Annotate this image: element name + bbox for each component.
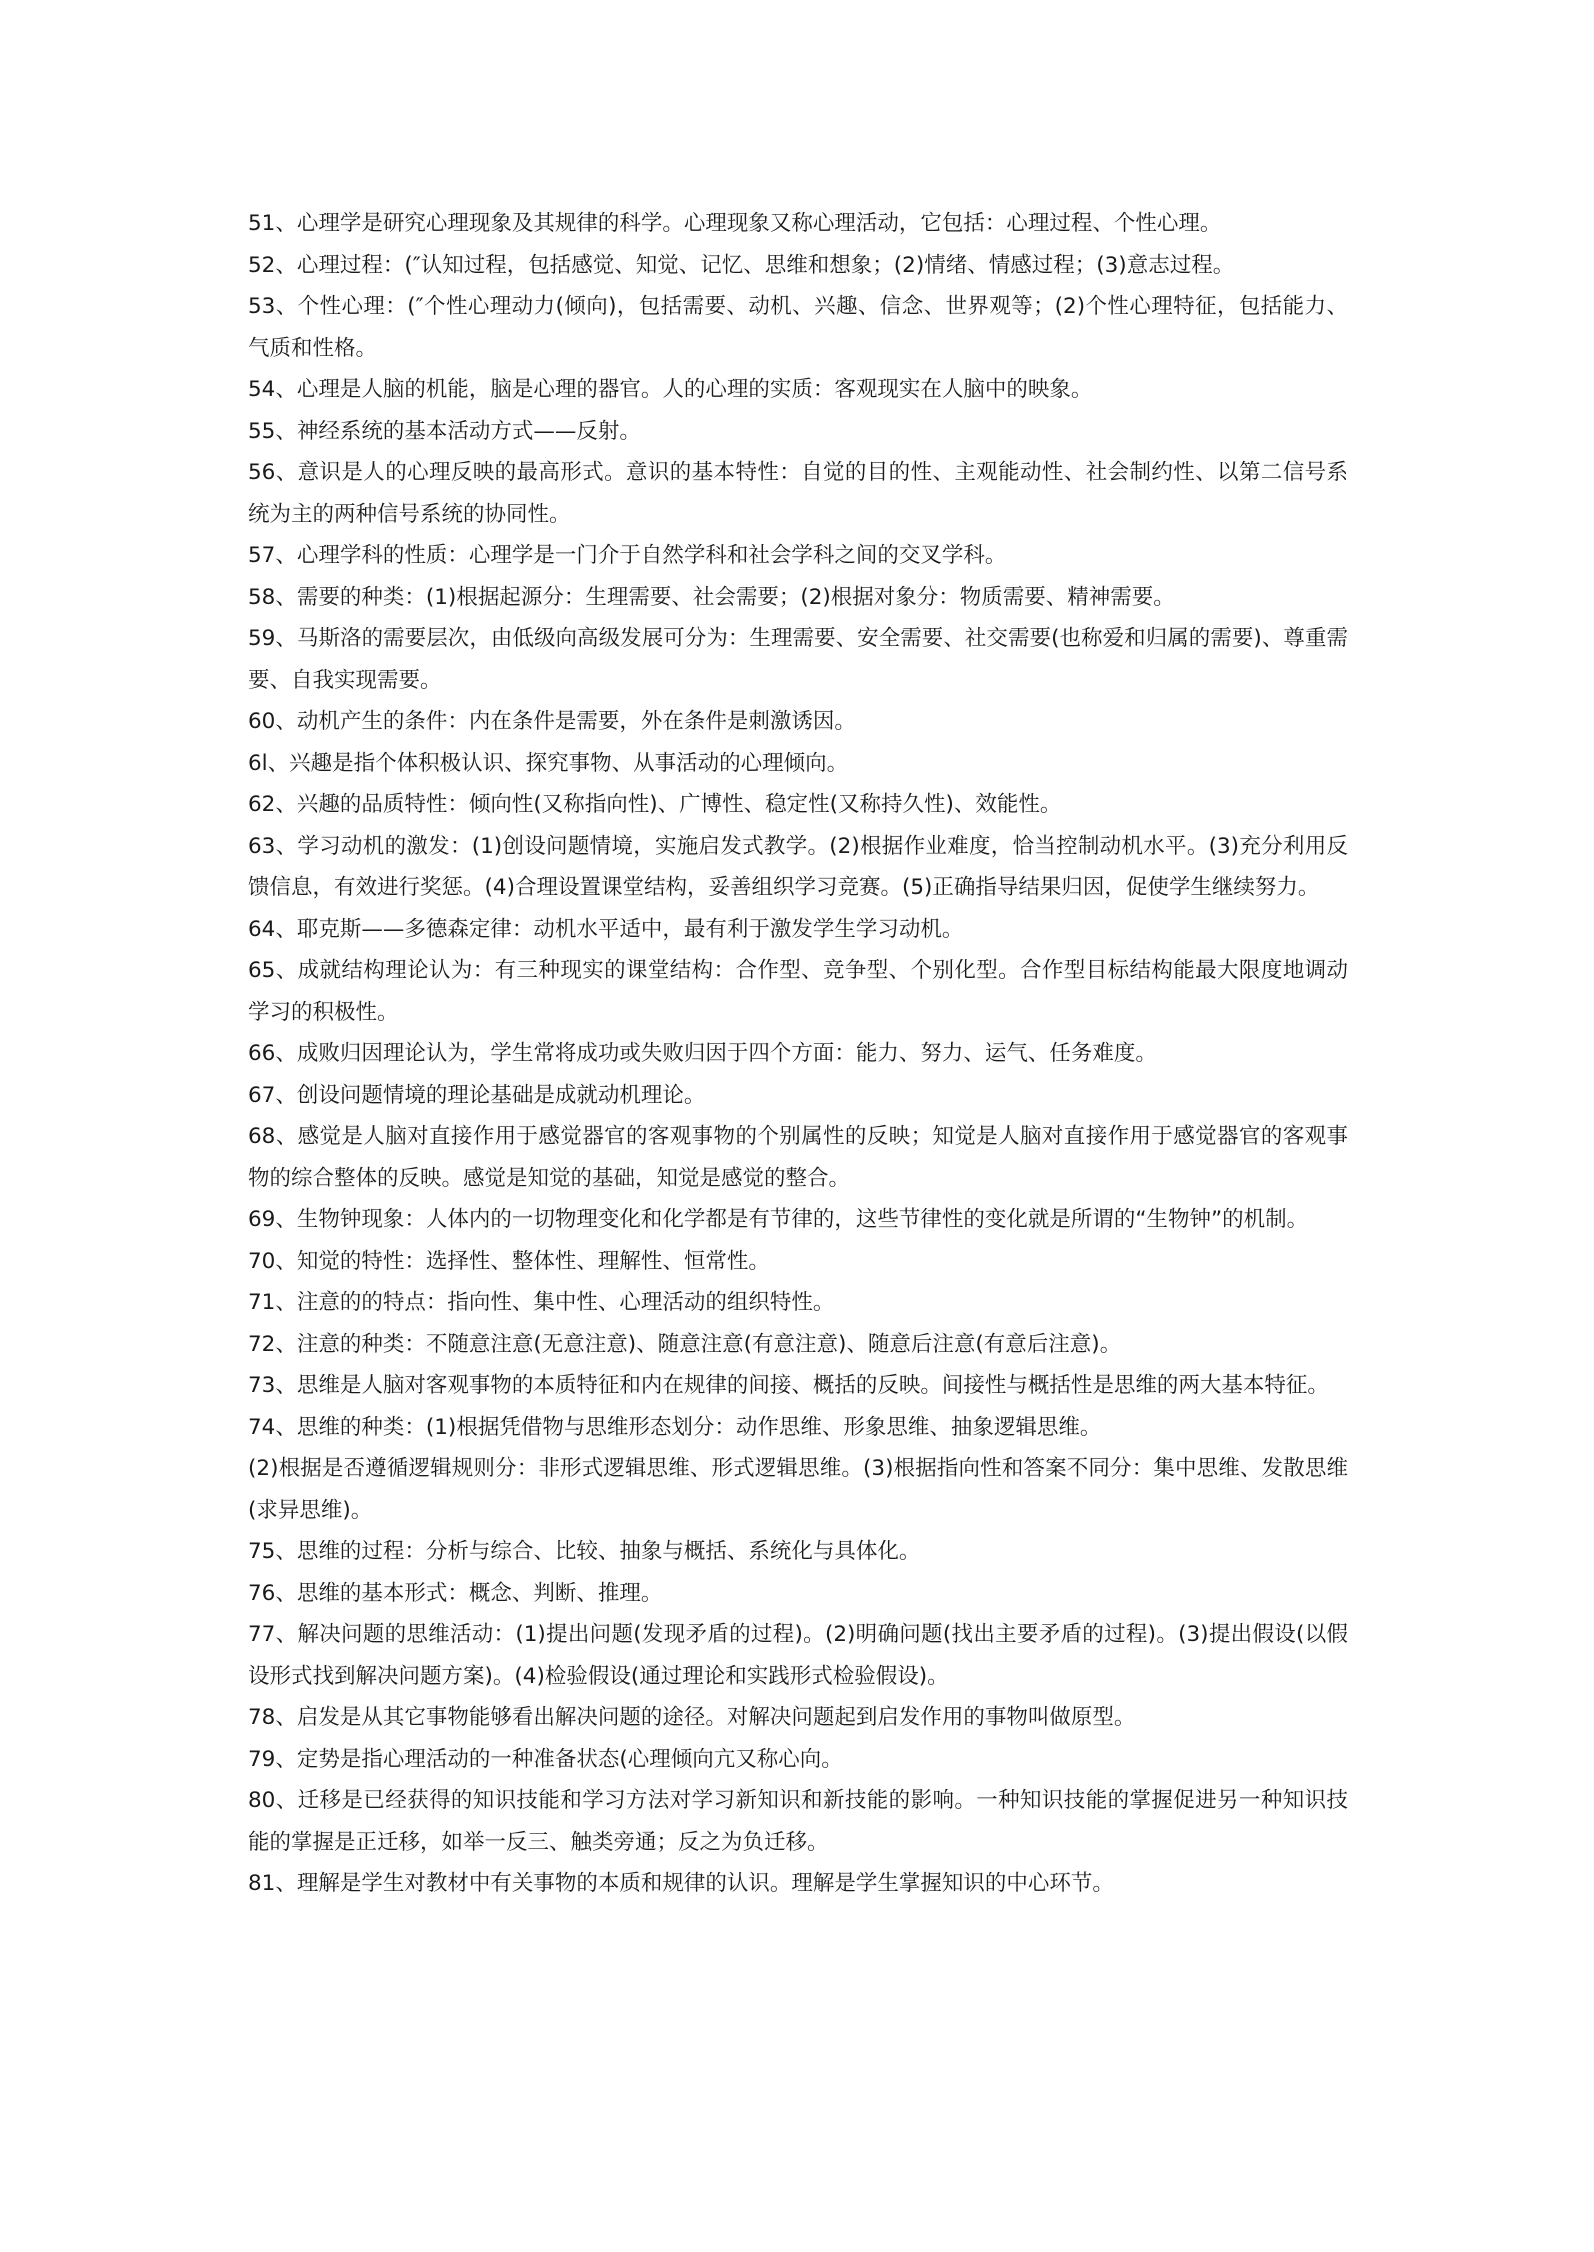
- list-item: 56、意识是人的心理反映的最高形式。意识的基本特性：自觉的目的性、主观能动性、社会制约性、以第二信号系统为主的两种信号系统的协同性。: [248, 460, 1348, 527]
- list-item: 52、心理过程：(″认知过程，包括感觉、知觉、记忆、思维和想象；(2)情绪、情感过程；(3)意志过程。: [248, 252, 1235, 278]
- list-item: 77、解决问题的思维活动：(1)提出问题(发现矛盾的过程)。(2)明确问题(找出主要矛盾的过程)。(3)提出假设(以假设形式找到解决问题方案)。(4)检验假设(通过理论和实践形式检验假设)。: [248, 1622, 1348, 1689]
- list-item: (2)根据是否遵循逻辑规则分：非形式逻辑思维、形式逻辑思维。(3)根据指向性和答案不同分：集中思维、发散思维(求异思维)。: [248, 1456, 1348, 1523]
- list-item: 66、成败归因理论认为，学生常将成功或失败归因于四个方面：能力、努力、运气、任务难度。: [248, 1041, 1157, 1066]
- list-item: 73、思维是人脑对客观事物的本质特征和内在规律的间接、概括的反映。间接性与概括性是思维的两大基本特征。: [248, 1373, 1329, 1398]
- list-item: 57、心理学科的性质：心理学是一门介于自然学科和社会学科之间的交叉学科。: [248, 543, 1007, 568]
- list-item: 70、知觉的特性：选择性、整体性、理解性、恒常性。: [248, 1248, 770, 1274]
- list-item: 67、创设问题情境的理论基础是成就动机理论。: [248, 1082, 706, 1108]
- list-item: 63、学习动机的激发：(1)创设问题情境，实施启发式教学。(2)根据作业难度，恰当控制动机水平。(3)充分利用反馈信息，有效进行奖惩。(4)合理设置课堂结构，妥善组织学习竞赛。(5)正确指导结果归因，促使学生继续努力。: [248, 833, 1348, 900]
- list-item: 65、成就结构理论认为：有三种现实的课堂结构：合作型、竞争型、个别化型。合作型目标结构能最大限度地调动学习的积极性。: [248, 958, 1348, 1025]
- list-item: 58、需要的种类：(1)根据起源分：生理需要、社会需要；(2)根据对象分：物质需要、精神需要。: [248, 584, 1175, 610]
- list-item: 75、思维的过程：分析与综合、比较、抽象与概括、系统化与具体化。: [248, 1539, 921, 1564]
- list-item: 78、启发是从其它事物能够看出解决问题的途径。对解决问题起到启发作用的事物叫做原型。: [248, 1705, 1136, 1730]
- list-item: 55、神经系统的基本活动方式——反射。: [248, 418, 641, 444]
- document-body: [248, 203, 1348, 1905]
- list-item: 6l、兴趣是指个体积极认识、探究事物、从事活动的心理倾向。: [248, 750, 849, 776]
- list-item: 64、耶克斯——多德森定律：动机水平适中，最有利于激发学生学习动机。: [248, 916, 964, 942]
- list-item: 68、感觉是人脑对直接作用于感觉器官的客观事物的个别属性的反映；知觉是人脑对直接作用于感觉器官的客观事物的综合整体的反映。感觉是知觉的基础，知觉是感觉的整合。: [248, 1124, 1348, 1191]
- list-item: 60、动机产生的条件：内在条件是需要，外在条件是刺激诱因。: [248, 709, 856, 734]
- list-item: 51、心理学是研究心理现象及其规律的科学。心理现象又称心理活动，它包括：心理过程、个性心理。: [248, 211, 1222, 236]
- list-item: 59、马斯洛的需要层次，由低级向高级发展可分为：生理需要、安全需要、社交需要(也称爱和归属的需要)、尊重需要、自我实现需要。: [248, 626, 1348, 693]
- list-item: 80、迁移是已经获得的知识技能和学习方法对学习新知识和新技能的影响。一种知识技能的掌握促进另一种知识技能的掌握是正迁移，如举一反三、触类旁通；反之为负迁移。: [248, 1788, 1348, 1855]
- list-item: 79、定势是指心理活动的一种准备状态(心理倾向亢又称心向。: [248, 1746, 843, 1772]
- list-item: 74、思维的种类：(1)根据凭借物与思维形态划分：动作思维、形象思维、抽象逻辑思维。: [248, 1414, 1102, 1440]
- list-item: 69、生物钟现象：人体内的一切物理变化和化学都是有节律的，这些节律性的变化就是所谓的“生物钟”的机制。: [248, 1207, 1309, 1232]
- list-item: 62、兴趣的品质特性：倾向性(又称指向性)、广博性、稳定性(又称持久性)、效能性。: [248, 792, 1062, 817]
- list-item: 81、理解是学生对教材中有关事物的本质和规律的认识。理解是学生掌握知识的中心环节。: [248, 1871, 1114, 1896]
- list-item: 76、思维的基本形式：概念、判断、推理。: [248, 1580, 663, 1606]
- list-item: 54、心理是人脑的机能，脑是心理的器官。人的心理的实质：客观现实在人脑中的映象。: [248, 377, 1093, 402]
- list-item: 53、个性心理：(″个性心理动力(倾向)，包括需要、动机、兴趣、信念、世界观等；(2)个性心理特征，包括能力、气质和性格。: [248, 294, 1348, 361]
- list-item: 71、注意的的特点：指向性、集中性、心理活动的组织特性。: [248, 1290, 835, 1315]
- list-item: 72、注意的种类：不随意注意(无意注意)、随意注意(有意注意)、随意后注意(有意后注意)。: [248, 1331, 1122, 1357]
